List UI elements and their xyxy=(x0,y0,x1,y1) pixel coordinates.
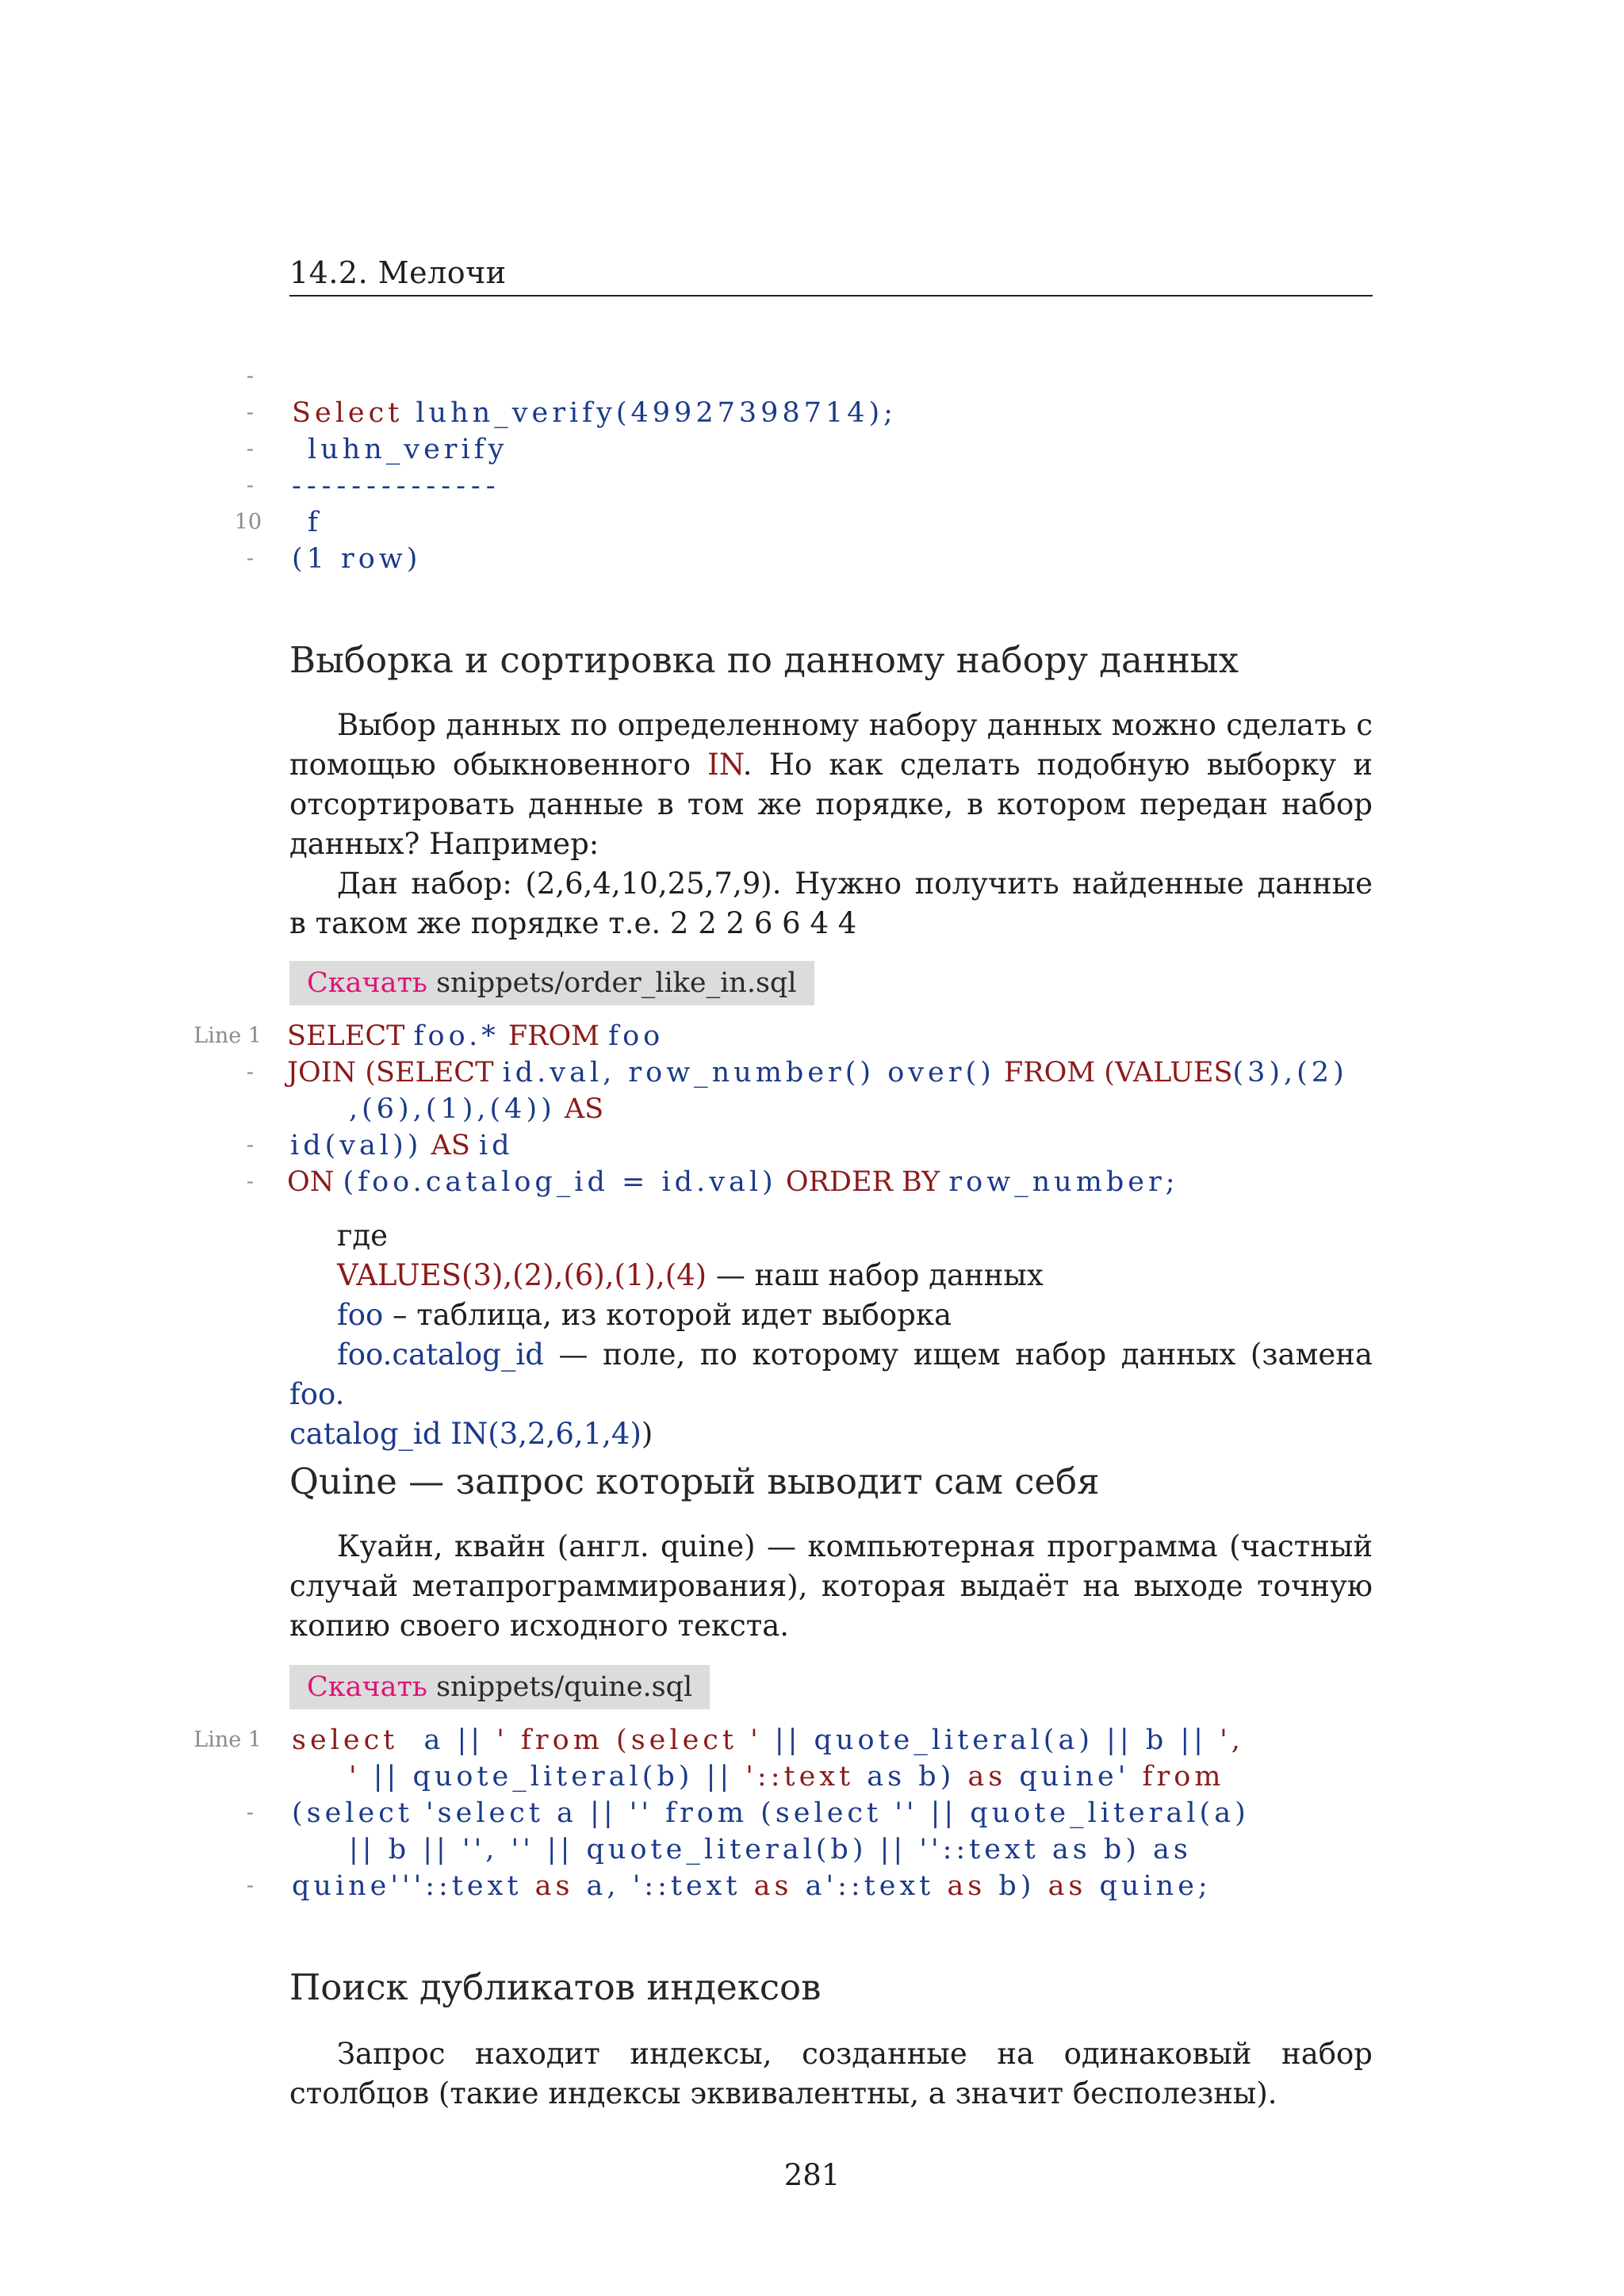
code-keyword: JOIN xyxy=(287,1057,357,1089)
code-string: '::text xyxy=(632,1870,741,1902)
code-line xyxy=(287,1018,664,1054)
section-heading: Поиск дубликатов индексов xyxy=(289,1966,822,2008)
code-line: (1 row) xyxy=(292,543,422,575)
code-keyword: as xyxy=(1048,1870,1087,1902)
section-heading: Quine — запрос который выводит сам себя xyxy=(289,1460,1100,1502)
code-paren: ( xyxy=(365,1057,376,1089)
code-identifier: quine' xyxy=(1019,1761,1130,1793)
code-keyword: from xyxy=(1142,1761,1225,1793)
inline-code: foo.catalog_id xyxy=(337,1337,544,1372)
code-line xyxy=(292,395,897,431)
code-identifier: (select xyxy=(292,1797,413,1829)
line-number: - xyxy=(246,437,254,461)
line-number: - xyxy=(246,473,254,498)
download-box xyxy=(289,1665,710,1709)
code-identifier: a, xyxy=(586,1870,620,1902)
code-identifier: b) xyxy=(998,1870,1036,1902)
where-label: где xyxy=(337,1219,389,1253)
download-link[interactable]: Скачать xyxy=(307,1671,427,1703)
code-identifier: (3),(2) xyxy=(1232,1057,1348,1089)
code-identifier: a || xyxy=(423,1724,485,1756)
code-string: ', xyxy=(1220,1724,1244,1756)
paragraph: Запрос находит индексы, созданные на одинаковый набор столбцов (такие индексы эквивалентны, а значит бесполезны). xyxy=(289,2037,1373,2110)
line-number: - xyxy=(246,1800,254,1825)
explanation-block xyxy=(289,1216,1373,1454)
code-keyword: select xyxy=(292,1724,399,1756)
code-keyword: as xyxy=(967,1761,1007,1793)
code-line xyxy=(287,1054,1348,1091)
inline-code: VALUES(3),(2),(6),(1),(4) xyxy=(337,1258,707,1292)
inline-code: foo. xyxy=(289,1377,345,1411)
paragraph xyxy=(289,706,1373,943)
running-header: 14.2. Мелочи xyxy=(289,255,507,290)
paragraph-text: — наш набор данных xyxy=(707,1258,1044,1292)
code-identifier: || quote_literal(b) || xyxy=(373,1761,733,1793)
code-keyword: SELECT xyxy=(287,1020,405,1052)
code-identifier: foo.* xyxy=(413,1020,500,1052)
code-string: as b) as xyxy=(1051,1834,1192,1866)
code-keyword: as xyxy=(753,1870,793,1902)
code-identifier: ,(6),(1),(4)) xyxy=(349,1093,556,1125)
code-string: 'select a || '' from (select '' || quote_literal(a) xyxy=(426,1797,1250,1829)
download-link[interactable]: Скачать xyxy=(307,967,427,999)
download-path: snippets/quine.sql xyxy=(436,1671,693,1703)
line-number: - xyxy=(246,1060,254,1085)
code-identifier: id.val, row_number() over() xyxy=(502,1057,995,1089)
code-line xyxy=(290,1127,514,1164)
paragraph-text: Дан набор: (2,6,4,10,25,7,9). Нужно получить найденные данные в таком же порядке т.е. 2 2 2 6 6 4 4 xyxy=(289,867,1373,940)
code-identifier: (foo.catalog_id = id.val) xyxy=(343,1166,777,1198)
code-identifier: quine'''::text xyxy=(292,1870,523,1902)
code-keyword: SELECT xyxy=(375,1057,494,1089)
page-number: 281 xyxy=(783,2158,841,2192)
code-keyword: VALUES xyxy=(1114,1057,1233,1089)
code-line: f xyxy=(308,507,322,538)
download-box xyxy=(289,961,814,1005)
code-keyword: FROM xyxy=(508,1020,600,1052)
section-heading: Выборка и сортировка по данному набору данных xyxy=(289,639,1239,681)
inline-code: foo xyxy=(337,1298,384,1332)
code-line xyxy=(349,1091,603,1127)
paragraph: Куайн, квайн (англ. quine) — компьютерная программа (частный случай метапрограммирования), которая выдаёт на выходе точную копию своего исходного текста. xyxy=(289,1529,1373,1643)
code-line xyxy=(292,1868,1212,1904)
paragraph-text: ) xyxy=(641,1417,653,1451)
code-keyword: Select xyxy=(292,397,404,429)
code-keyword: as xyxy=(947,1870,986,1902)
code-line xyxy=(349,1831,1192,1868)
line-number: Line 1 xyxy=(193,1728,262,1752)
code-line: luhn_verify xyxy=(308,434,508,465)
paragraph-text: — поле, по которому ищем набор данных (замена xyxy=(543,1337,1373,1372)
code-keyword: AS xyxy=(431,1130,470,1161)
code-string: '::text xyxy=(745,1761,855,1793)
line-number: - xyxy=(246,1133,254,1158)
code-line: -------------- xyxy=(292,470,501,502)
code-keyword: AS xyxy=(564,1093,604,1125)
code-keyword: ORDER BY xyxy=(785,1166,940,1198)
inline-code: IN xyxy=(707,748,743,782)
code-line xyxy=(292,1795,1250,1831)
code-keyword: FROM xyxy=(1003,1057,1096,1089)
code-line xyxy=(287,1164,1179,1200)
code-identifier: row_number; xyxy=(948,1166,1179,1198)
code-identifier: id(val)) xyxy=(290,1130,423,1161)
paragraph-text: – таблица, из которой идет выборка xyxy=(383,1298,952,1332)
inline-code: catalog_id IN(3,2,6,1,4) xyxy=(289,1417,642,1451)
code-line xyxy=(349,1758,1224,1795)
code-keyword: as xyxy=(534,1870,574,1902)
line-number: - xyxy=(246,1169,254,1194)
code-identifier: luhn_verify(49927398714); xyxy=(416,397,897,429)
code-identifier: id xyxy=(478,1130,514,1161)
line-number: - xyxy=(246,364,254,388)
code-identifier: || quote_literal(a) || b || xyxy=(774,1724,1207,1756)
code-string: ' xyxy=(349,1761,361,1793)
line-number: - xyxy=(246,400,254,425)
code-identifier: foo xyxy=(608,1020,665,1052)
header-rule xyxy=(289,295,1373,297)
code-string: ' from (select ' xyxy=(496,1724,762,1756)
code-identifier: a'::text xyxy=(805,1870,935,1902)
code-line xyxy=(292,1722,1244,1758)
line-number: - xyxy=(246,546,254,571)
line-number: Line 1 xyxy=(193,1024,262,1048)
line-number: - xyxy=(246,1873,254,1898)
code-keyword: ON xyxy=(287,1166,335,1198)
line-number: 10 xyxy=(234,510,262,534)
code-identifier: quine; xyxy=(1099,1870,1212,1902)
code-string: || b || '', '' || quote_literal(b) || ''::text xyxy=(349,1834,1040,1866)
code-paren: ( xyxy=(1104,1057,1115,1089)
paragraph-text: . Но как сделать подобную выборку и отсортировать данные в том же порядке, в котором передан набор данных? Например: xyxy=(289,748,1373,861)
code-identifier: as b) xyxy=(867,1761,956,1793)
paragraph-text: Выбор данных по определенному набору данных можно сделать с помощью обыкновенного xyxy=(289,708,1373,782)
download-path: snippets/order_like_in.sql xyxy=(436,967,797,999)
